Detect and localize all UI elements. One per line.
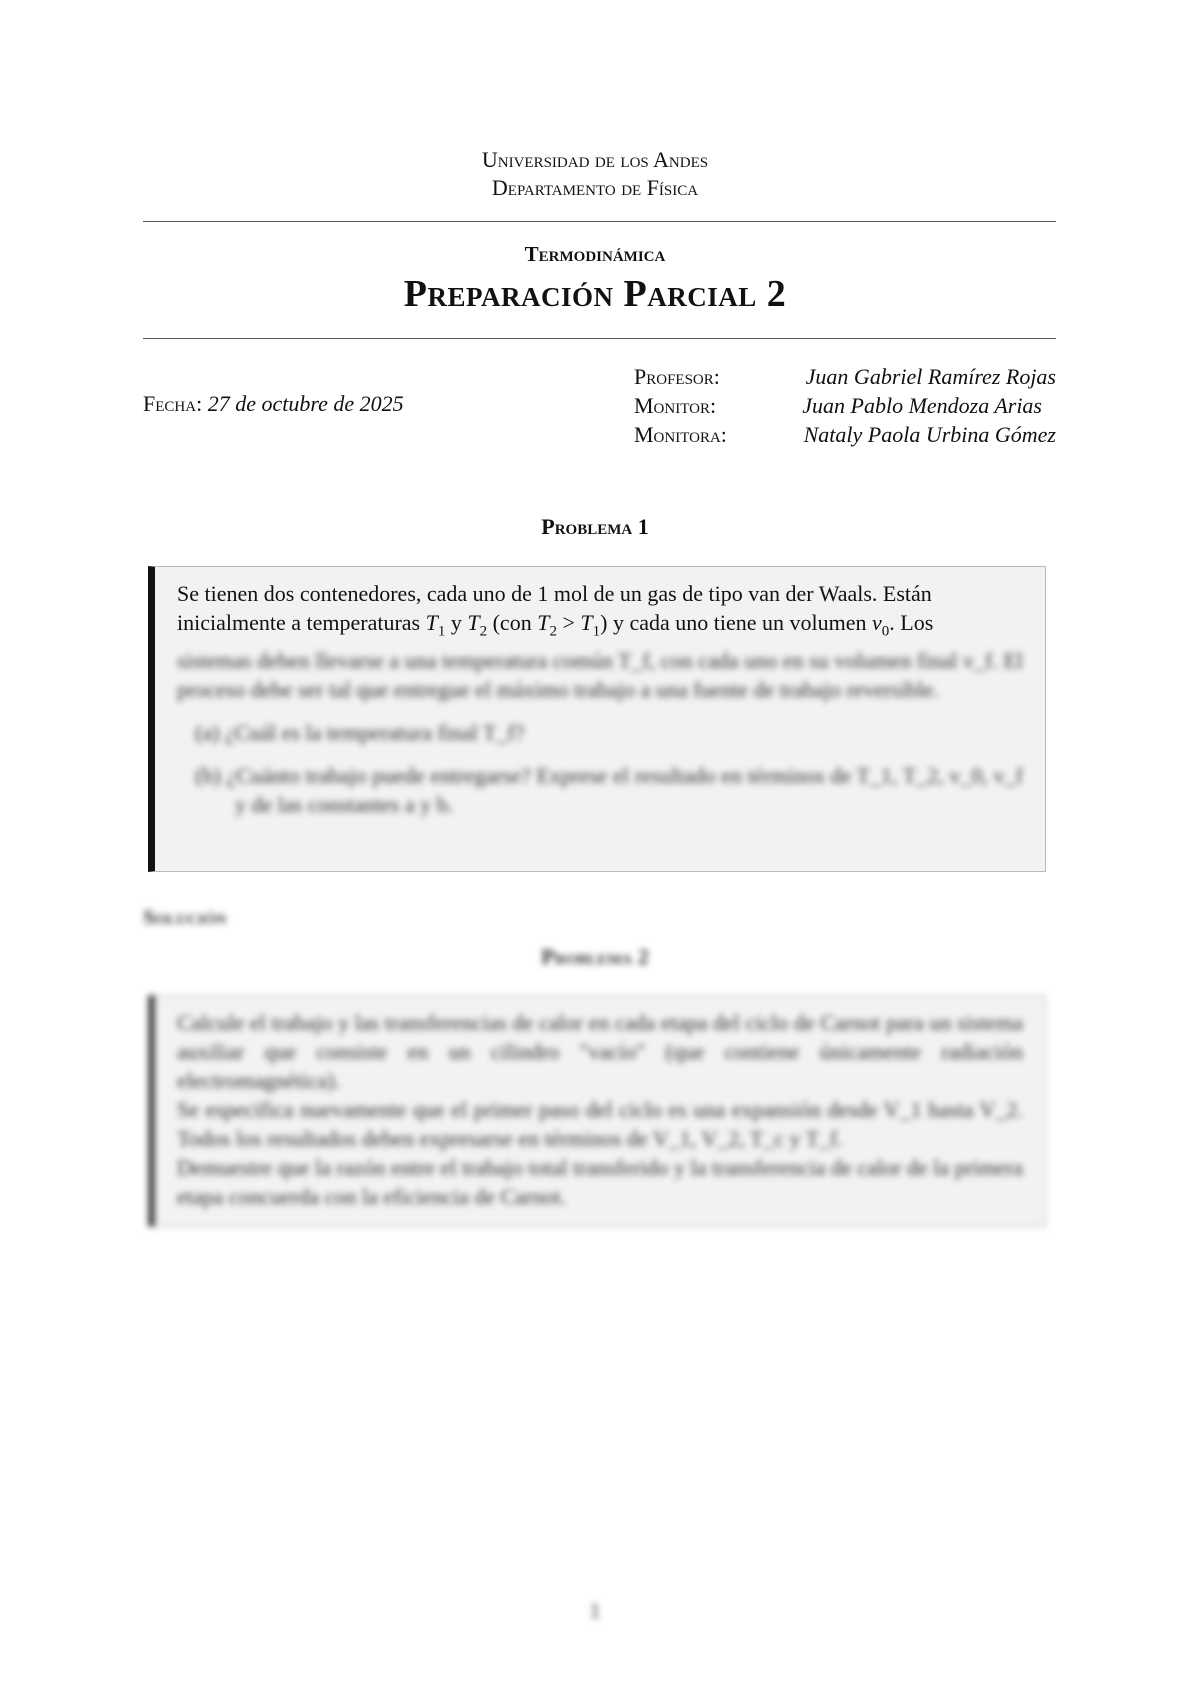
problem-2-box	[148, 995, 1046, 1227]
department-name: Departamento de Física	[491, 175, 699, 200]
problem-1-line-1: Se tienen dos contenedores, cada uno de 1 mol de un gas de tipo van der Waals. Están	[177, 581, 932, 606]
staff-role: Monitora:	[634, 422, 727, 447]
date-line	[143, 391, 404, 417]
problem-1-box	[148, 566, 1046, 872]
solution-label: Solución	[143, 905, 227, 929]
staff-name: Nataly Paola Urbina Gómez	[803, 422, 1056, 447]
date-label: Fecha:	[143, 391, 203, 416]
staff-name: Juan Pablo Mendoza Arias	[802, 393, 1042, 418]
problem-2-paragraph-1: Calcule el trabajo y las transferencias de calor en cada etapa del ciclo de Carnot para un sistema auxiliar que consiste en un cilindro "vacío" (que contiene únicamente radiación electromagnética).	[177, 1010, 1023, 1093]
page-title: Preparación Parcial 2	[403, 273, 787, 315]
staff-role: Profesor:	[634, 364, 720, 389]
problem-1-line-2: inicialmente a temperaturas $T_1$ y $T_2$ (con $T_2 > T_1$) y cada uno tiene un volumen $v_0$. Los	[177, 610, 934, 640]
problem-1-statement	[155, 567, 1045, 819]
staff-name: Juan Gabriel Ramírez Rojas	[805, 364, 1056, 389]
title-rule	[143, 338, 1056, 339]
problem-2-statement	[155, 996, 1045, 1211]
problem-1-heading: Problema 1	[541, 514, 649, 539]
problem-2-heading: Problema 2	[541, 944, 649, 969]
problem-1-item-b: (b) ¿Cuánto trabajo puede entregarse? Exprese el resultado en términos de T_1, T_2, v_0, v_f y de las constantes a y b.	[195, 763, 1023, 818]
problem-2-paragraph-2: Se especifica nuevamente que el primer paso del ciclo es una expansión desde V_1 hasta V_2. Todos los resultados deben expresarse en términos de V_1, V_2, T_c y T_f.	[177, 1097, 1023, 1151]
university-name: Universidad de los Andes	[481, 147, 709, 172]
problem-1-item-a: (a) ¿Cuál es la temperatura final T_f?	[195, 720, 525, 746]
top-rule	[143, 221, 1056, 222]
course-name: Termodinámica	[524, 242, 666, 266]
staff-role: Monitor:	[634, 393, 717, 418]
page-number: 1	[589, 1598, 601, 1623]
problem-1-blurred-text: sistemas deben llevarse a una temperatura común T_f, con cada uno en su volumen final v_f. El proceso debe ser tal que entregue el máximo trabajo a una fuente de trabajo reversible.	[177, 648, 1023, 703]
date-value: 27 de octubre de 2025	[207, 391, 404, 416]
problem-2-paragraph-3: Demuestre que la razón entre el trabajo total transferido y la transferencia de calor de la primera etapa concuerda con la eficiencia de Carnot.	[177, 1155, 1023, 1209]
